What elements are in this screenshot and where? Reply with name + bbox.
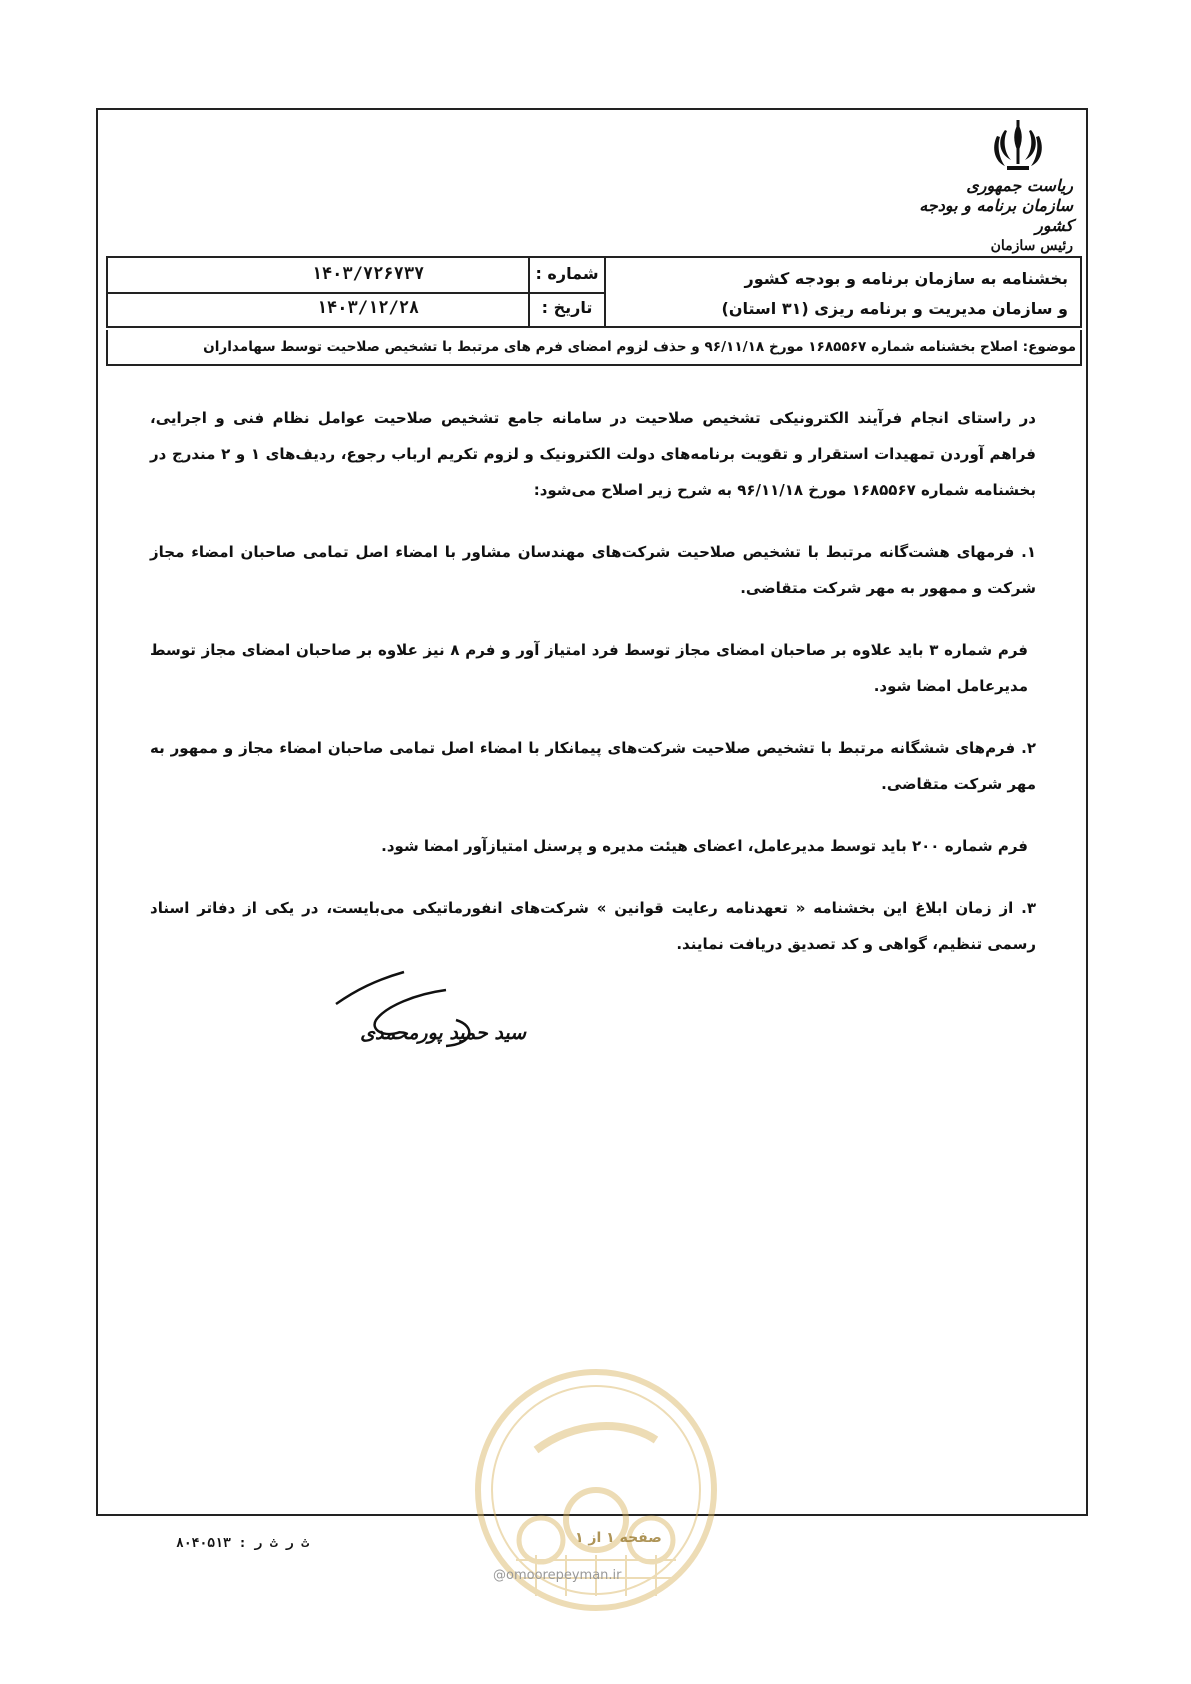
- number-label: شماره :: [528, 258, 604, 292]
- subject-line: موضوع: اصلاح بخشنامه شماره ۱۶۸۵۵۶۷ مورخ ۹۶/۱۱/۱۸ و حذف لزوم امضای فرم های مرتبط با تشخیص صلاحیت توسط سهامداران: [106, 330, 1082, 366]
- addressee-line-1: بخشنامه به سازمان برنامه و بودجه کشور: [744, 269, 1068, 288]
- item-2: ۲. فرم‌های ششگانه مرتبط با تشخیص صلاحیت شرکت‌های پیمانکار با امضاء اصل تمامی صاحبان امضاء مجاز و ممهور به مهر شرکت متقاضی.: [150, 739, 1036, 793]
- page-number: صفحه ۱ از ۱: [575, 1530, 662, 1546]
- intro-paragraph: در راستای انجام فرآیند الکترونیکی تشخیص صلاحیت در سامانه جامع تشخیص صلاحیت عوامل نظام فنی و اجرایی، فراهم آوردن تمهیدات استقرار و تقویت برنامه‌های دولت الکترونیک و لزوم تکریم ارباب رجوع، ردیف‌های ۱ و ۲ مندرج در بخشنامه شماره ۱۶۸۵۵۶۷ مورخ ۹۶/۱۱/۱۸ به شرح زیر اصلاح می‌شود:: [150, 409, 1036, 499]
- number-row: [108, 258, 604, 294]
- organization-name: سازمان برنامه و بودجه کشور: [919, 196, 1073, 235]
- presidency-label: ریاست جمهوری: [966, 176, 1073, 195]
- letter-body: [150, 400, 1036, 988]
- date-row: [108, 292, 604, 326]
- iran-emblem-icon: [991, 118, 1045, 176]
- letterhead: [903, 118, 1073, 256]
- addressee-line-2: و سازمان مدیریت و برنامه ریزی (۳۱ استان): [721, 299, 1068, 318]
- footer-code: ث ر ث ر : ۸۰۴۰۵۱۳: [176, 1536, 310, 1551]
- addressee-cell: [604, 258, 1080, 326]
- item-3: ۳. از زمان ابلاغ این بخشنامه « تعهدنامه رعایت قوانین » شرکت‌های انفورماتیکی می‌بایست، در یکی از دفاتر اسناد رسمی تنظیم، گواهی و کد تصدیق دریافت نمایند.: [150, 899, 1036, 953]
- site-watermark-text: @omoorepeyman.ir: [493, 1568, 622, 1583]
- omoorepeyman-seal-icon: [466, 1360, 726, 1650]
- number-value: ۱۴۰۳/۷۲۶۷۳۷: [311, 264, 425, 284]
- date-value: ۱۴۰۳/۱۲/۲۸: [316, 298, 420, 318]
- item-2-note: فرم شماره ۲۰۰ باید توسط مدیرعامل، اعضای هیئت مدیره و پرسنل امتیازآور امضا شود.: [381, 837, 1028, 855]
- date-label: تاریخ :: [528, 292, 604, 326]
- office-label: رئیس سازمان: [990, 238, 1073, 254]
- item-1: ۱. فرمهای هشت‌گانه مرتبط با تشخیص صلاحیت شرکت‌های مهندسان مشاور با امضاء اصل تمامی صاحبان امضاء مجاز شرکت و ممهور به مهر شرکت متقاضی.: [150, 543, 1036, 597]
- header-table: [106, 256, 1082, 328]
- signature-block: [296, 960, 526, 1070]
- signature-scribble: [296, 960, 526, 1070]
- item-1-note: فرم شماره ۳ باید علاوه بر صاحبان امضای مجاز توسط فرد امتیاز آور و فرم ۸ نیز علاوه بر صاحبان امضای مجاز توسط مدیرعامل امضا شود.: [150, 641, 1029, 695]
- signatory-name: سید حمید پورمحمدی: [360, 1022, 526, 1044]
